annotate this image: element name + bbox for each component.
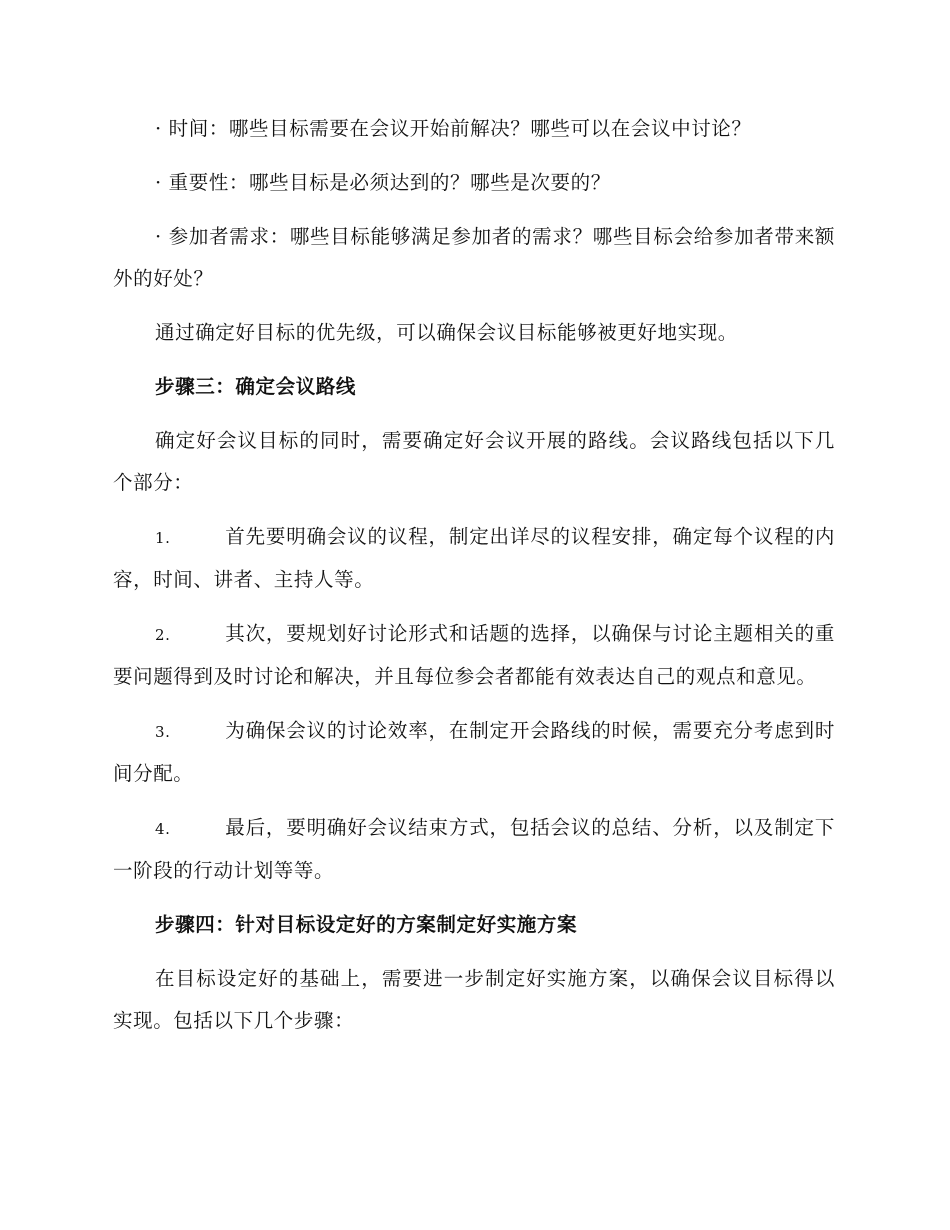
step4-heading: 步骤四：针对目标设定好的方案制定好实施方案: [155, 913, 578, 936]
item-text: 首先要明确会议的议程，制定出详尽的议程安排，确定每个议程的内容，时间、讲者、主持人等。: [113, 525, 835, 591]
step3-item-2: [113, 613, 835, 698]
step3-item-4: [113, 807, 835, 892]
item-number: 3.: [155, 723, 171, 741]
step3-item-1: [113, 516, 835, 601]
bullet-time: · 时间：哪些目标需要在会议开始前解决？哪些可以在会议中讨论？: [155, 117, 752, 140]
bullet-importance: · 重要性：哪些目标是必须达到的？哪些是次要的？: [155, 171, 611, 194]
bullet-participant-needs: · 参加者需求：哪些目标能够满足参加者的需求？哪些目标会给参加者带来额外的好处？: [113, 225, 835, 290]
item-text: 最后，要明确好会议结束方式，包括会议的总结、分析，以及制定下一阶段的行动计划等等。: [113, 816, 835, 882]
item-number: 1.: [155, 529, 171, 547]
item-number: 2.: [155, 626, 171, 644]
step3-intro-paragraph: 确定好会议目标的同时，需要确定好会议开展的路线。会议路线包括以下几个部分：: [113, 429, 835, 494]
step3-item-3: [113, 710, 835, 795]
step4-intro-paragraph: 在目标设定好的基础上，需要进一步制定好实施方案，以确保会议目标得以实现。包括以下几个步骤：: [113, 967, 835, 1032]
item-text: 其次，要规划好讨论形式和话题的选择，以确保与讨论主题相关的重要问题得到及时讨论和解决，并且每位参会者都能有效表达自己的观点和意见。: [113, 622, 835, 688]
step3-heading: 步骤三：确定会议路线: [155, 375, 357, 398]
item-number: 4.: [155, 820, 171, 838]
priority-summary-paragraph: 通过确定好目标的优先级，可以确保会议目标能够被更好地实现。: [155, 321, 738, 344]
item-text: 为确保会议的讨论效率，在制定开会路线的时候，需要充分考虑到时间分配。: [113, 719, 835, 785]
document-body: [113, 108, 835, 1054]
